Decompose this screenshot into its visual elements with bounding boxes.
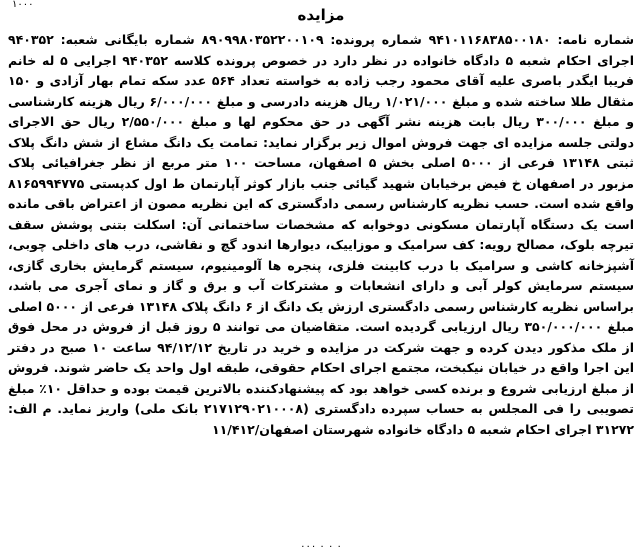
cut-off-line-fragment: ۰۰۰ ۰ ۰ ۰ xyxy=(300,541,342,552)
corner-text-fragment: ۱۰۰۰ xyxy=(12,0,34,10)
notice-paragraph: شماره نامه: ۹۴۱۰۱۱۶۸۳۸۵۰۰۱۸۰ شماره پرونده: ۸۹۰۹۹۸۰۳۵۲۲۰۰۱۰۹ شماره بایگانی شعبه: ۹۴۰۳۵۲ اجرای احکام شعبه ۵ دادگاه خانواده در نظر دارد در خصوص پرونده کلاسه ۹۴۰۳۵۲ اجرایی ۵ له خانم فریبا ایگدر باصری علیه آقای محمود رجب زاده به خواسته تعداد ۵۶۴ عدد سکه تمام بهار آزادی و ۱۵۰ مثقال طلا ساخته شده و مبلغ ۱/۰۲۱/۰۰۰ ریال هزینه دادرسی و مبلغ ۶/۰۰۰/۰۰۰ ریال هزینه کارشناسی و مبلغ ۳۰۰/۰۰۰ ریال بابت هزینه نشر آگهی در حق محکوم لها و مبلغ ۲/۵۵۰/۰۰۰ ریال حق الاجرای دولتی جلسه مزایده ای جهت فروش اموال زیر برگزار نماید: تمامت یک دانگ مشاع از شش دانگ پلاک ثبتی ۱۳۱۴۸ فرعی از ۵۰۰۰ اصلی بخش ۵ اصفهان، مساحت ۱۰۰ متر مربع از نظر جغرافیائی پلاک مزبور در اصفهان خ فیض برخیابان شهید گیائی جنب بازار کوثر آپارتمان ط اول کدپستی ۸۱۶۵۹۹۴۷۷۵ واقع شده است. حسب نظریه کارشناس رسمی دادگستری که این نظریه مصون از اعتراض باقی مانده است یک دستگاه آپارتمان مسکونی دوخوابه که مشخصات ساختمانی آن: اسکلت بتنی پوشش سقف تیرچه بلوک، مصالح رویه: کف سرامیک و موزاییک، دیوارها اندود گچ و نقاشی، درب های داخلی چوبی، آشپزخانه کاشی و سرامیک با درب کابینت فلزی، پنجره ها آلومینیوم، سیستم گرمایش بخاری گازی، سیستم سرمایش کولر آبی و دارای انشعابات و مشترکات آب و برق و گاز و نمای آجری می باشد، براساس نظریه کارشناس رسمی دادگستری ارزش یک دانگ از ۶ دانگ پلاک ۱۳۱۴۸ فرعی از ۵۰۰۰ اصلی مبلغ ۳۵۰/۰۰۰/۰۰۰ ریال ارزیابی گردیده است. متقاضیان می توانند ۵ روز قبل از فروش در محل فوق از ملک مذکور دیدن کرده و جهت شرکت در مزایده و خرید در تاریخ ۹۴/۱۲/۱۲ ساعت ۱۰ صبح در دفتر این اجرا واقع در خیابان نیکبخت، مجتمع اجرای احکام حقوقی، طبقه اول واحد یک حاضر شوند. فروش از مبلغ ارزیابی شروع و برنده کسی خواهد بود که پیشنهادکننده بالاترین قیمت بوده و حداقل ۱۰٪ مبلغ تصویبی را فی المجلس به حساب سپرده دادگستری (۲۱۷۱۲۹۰۲۱۰۰۰۸ بانک ملی) واریز نماید. م الف: ۳۱۲۷۲ اجرای احکام شعبه ۵ دادگاه خانواده شهرستان اصفهان/۱۱/۴۱۲ xyxy=(8,32,635,437)
page-title: مزایده xyxy=(297,6,345,24)
auction-notice-body xyxy=(8,30,634,440)
